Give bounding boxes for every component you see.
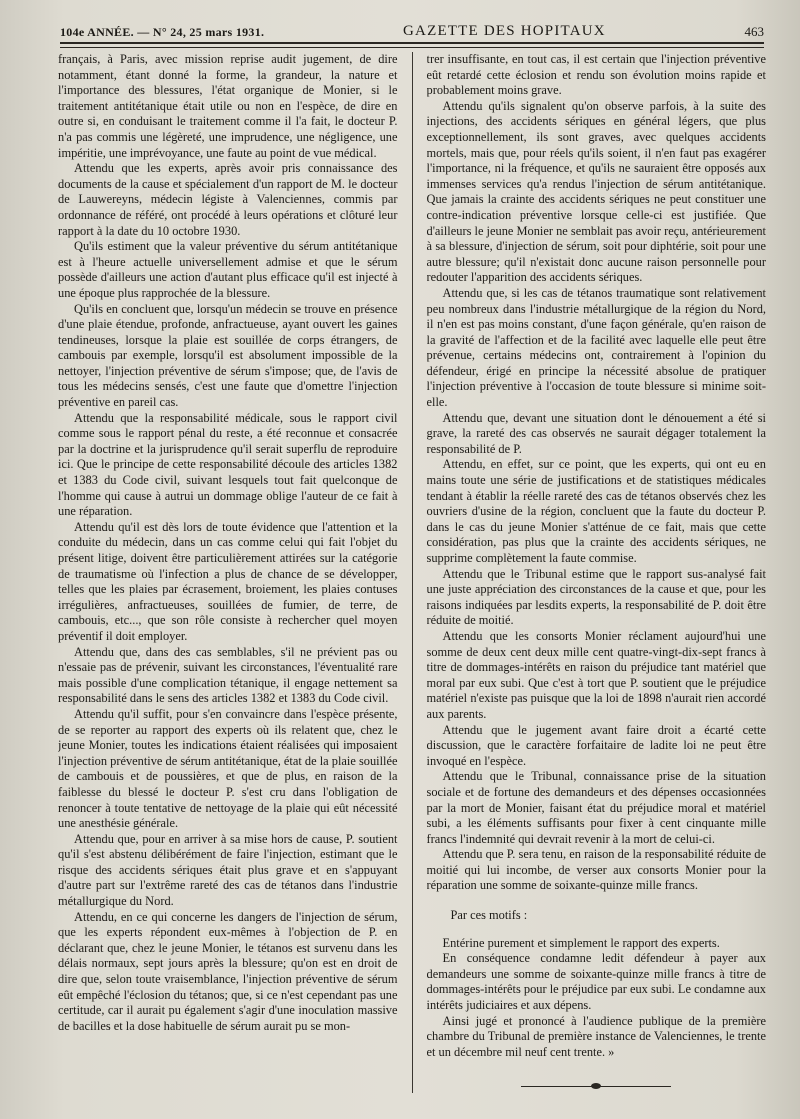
publication-title: GAZETTE DES HOPITAUX bbox=[403, 23, 606, 39]
text-columns bbox=[58, 52, 766, 1093]
paragraph: Attendu que la responsabilité médicale, sous le rapport civil comme sous le rapport pénal du reste, a été reconnue et consacrée par la doctrine et la jurisprudence qu'il serait superflu de reproduire ici. Que le principe de cette responsabilité découle des articles 1382 et 1383 du Code civil, suivant lesquels tout fait quelconque de l'homme qui cause à autrui un dommage oblige l'auteur de ce fait à une réparation. bbox=[58, 410, 398, 519]
header-rule bbox=[60, 42, 764, 48]
paragraph: Attendu que, pour en arriver à sa mise hors de cause, P. soutient qu'il s'est abstenu délibérément de faire l'injection, estimant que le risque des accidents sériques était plus grave et en s'appuyant d'autre part sur l'extrême rareté des cas de tétanos dans l'industrie métallurgique du Nord. bbox=[58, 831, 398, 909]
paragraph: Attendu que les experts, après avoir pris connaissance des documents de la cause et spécialement d'un rapport de M. le docteur de Lauwereyns, médecin légiste à Valenciennes, commis par ordonnance de référé, ont procédé à leurs opérations et clôturé leur rapport à la date du 10 octobre 1930. bbox=[58, 161, 398, 238]
paragraph: Attendu, en effet, sur ce point, que les experts, qui ont eu en mains toute une série de justifications et de statistiques médicales tendant à établir la réelle rareté des cas de tétanos observés chez les ouvriers d'usine de la région, concluent que la faute du docteur P. dans le cas du jeune Monier s'atténue de ce fait, mais que cette considération, pas plus que la crainte des accidents sériques, ne supprime complètement la faute commise. bbox=[426, 457, 766, 565]
right-column-body bbox=[427, 52, 767, 894]
paragraph: Attendu que le jugement avant faire droit a écarté cette discussion, que le caractère forfaitaire de ladite loi ne peut être invoqué en l'espèce. bbox=[426, 722, 766, 768]
paragraph: français, à Paris, avec mission reprise audit jugement, de dire notamment, étant donné la forme, la grandeur, la nature et l'importance des blessures, l'état organique de Monier, si le traitement antitétanique était utile ou non en l'espèce, de dire en outre si, en conduisant le traitement comme il l'a fait, le docteur P. n'a pas commis une légèreté, une imprudence, une négligence, une impéritie, une imprévoyance, une faute au point de vue médical. bbox=[58, 52, 398, 160]
paragraph: Qu'ils en concluent que, lorsqu'un médecin se trouve en présence d'une plaie étendue, profonde, anfractueuse, ayant ouvert les gaines tendineuses, lorsque la plaie est souillée de corps étrangers, de cambouis par exemple, lorsqu'il est absolument impossible de la nettoyer, l'injection préventive de sérum s'impose; que, de l'avis de tous les médecins sensés, c'est une faute que d'omettre l'injection préventive en pareil cas. bbox=[58, 301, 398, 410]
right-column bbox=[427, 52, 767, 1093]
paragraph: Ainsi jugé et prononcé à l'audience publique de la première chambre du Tribunal de première instance de Valenciennes, le trente et un décembre mil neuf cent trente. » bbox=[426, 1013, 766, 1059]
issue-info: 104e ANNÉE. — N° 24, 25 mars 1931. bbox=[60, 25, 265, 39]
paragraph: Attendu qu'il est dès lors de toute évidence que l'attention et la conduite du médecin, dans un cas comme celui qui fait l'objet du présent litige, doivent être particulièrement attirées sur la catégorie de traumatisme où l'infection a plus de chance de se développer, telles que les plaies par écrasement, broiement, les plaies contuses irrégulières, anfractueuses, souillées de fumier, de terre, de cambouis, etc..., que son rôle consiste à rechercher quel moyen préventif il doit employer. bbox=[58, 519, 398, 643]
column-divider bbox=[412, 52, 413, 1093]
paragraph: Attendu que le Tribunal estime que le rapport sus-analysé fait une juste appréciation des circonstances de la cause et que, pour les raisons indiquées par lesdits experts, la responsabilité de P. doit être réduite de moitié. bbox=[426, 566, 766, 628]
paragraph: Qu'ils estiment que la valeur préventive du sérum antitétanique est à l'heure actuelle universellement admise et que le sérum possède d'ailleurs une action d'autant plus efficace qu'il est injecté à une époque plus rapprochée de la blessure. bbox=[58, 239, 398, 300]
judgment-conclusion bbox=[427, 936, 767, 1061]
paragraph: Entérine purement et simplement le rapport des experts. bbox=[442, 935, 720, 950]
paragraph: Attendu, en ce qui concerne les dangers de l'injection de sérum, que les experts répondent eux-mêmes à l'objection de P. en déclarant que, chez le jeune Monier, le tétanos est survenu dans les délais normaux, sept jours après la blessure; qu'on est en droit de dire que, selon toute vraisemblance, l'injection préventive de sérum eût empêché l'éclosion du tétanos; que, si ce n'est cependant pas une certitude, car il aurait pu également s'agir d'une inoculation massive de bacilles et la dose habituelle de sérum aurait pu se mon- bbox=[58, 909, 398, 1033]
paragraph: Attendu que les consorts Monier réclament aujourd'hui une somme de deux cent deux mille cent quatre-vingt-dix-sept francs à titre de dommages-intérêts en raison du préjudice tant matériel que moral par eux subi. Que c'est à tort que P. soutient que le préjudice matériel n'existe pas puisque que la loi de 1898 n'aurait rien accordé aux parents. bbox=[426, 628, 766, 721]
paragraph: Attendu que P. sera tenu, en raison de la responsabilité réduite de moitié qui lui incombe, de verser aux consorts Monier pour la réparation une somme de soixante-quinze mille francs. bbox=[426, 847, 766, 893]
paragraph: Attendu que, dans des cas semblables, s'il ne prévient pas ou n'essaie pas de prévenir, suivant les circonstances, l'éventualité rare mais possible d'une complication tétanique, il engage nettement sa responsabilité dans le sens des articles 1382 et 1383 du Code civil. bbox=[58, 644, 398, 706]
paragraph: Attendu qu'ils signalent qu'on observe parfois, à la suite des injections, des accidents sériques en général légers, que plus exceptionnellement, ils sont graves, avec quelques accidents mortels, mais que, pour réels qu'ils soient, il n'en faut pas exagérer l'importance, ni la fréquence, et qu'ils ne sauraient être opposés aux immenses services qu'a rendus l'injection de sérum antitétanique. Que jamais la crainte des accidents sériques ne peut constituer une contre-indication préventive lorsque celle-ci est justifiée. Que d'ailleurs le jeune Monier ne semblait pas avoir reçu, antérieurement à sa blessure, d'injection de sérum, soit pour diphtérie, soit pour une autre blessure; qu'il n'existait donc aucune raison personnelle pour redouter l'apparition des accidents sériques. bbox=[426, 98, 766, 285]
paragraph: Attendu que le Tribunal, connaissance prise de la situation sociale et de fortune des demandeurs et des dépenses occasionnées par la mort de Monier, faisant état du préjudice moral et matériel subi, a les éléments suffisants pour fixer à cent cinquante mille francs l'indemnité qui devrait revenir à la mort de celui-ci. bbox=[426, 769, 766, 846]
end-ornament bbox=[521, 1082, 671, 1090]
left-column bbox=[58, 52, 398, 1093]
page-header bbox=[60, 14, 764, 40]
paragraph: En conséquence condamne ledit défendeur à payer aux demandeurs une somme de soixante-quinze mille francs à titre de dommages-intérêts pour le préjudice par eux subi. Le condamne aux intérêts judiciaires et aux dépens. bbox=[426, 951, 766, 1013]
motifs-heading: Par ces motifs : bbox=[450, 908, 528, 923]
paragraph: trer insuffisante, en tout cas, il est certain que l'injection préventive eût retardé cette éclosion et rendu son évolution moins rapide et probablement moins grave. bbox=[426, 52, 766, 98]
page-number: 463 bbox=[744, 24, 764, 39]
paragraph: Attendu qu'il suffit, pour s'en convaincre dans l'espèce présente, de se reporter au rapport des experts où ils relatent que, chez le jeune Monier, toutes les indications étaient réalisées qui imposaient l'injection préventive de sérum antitétanique, état de la plaie souillée de cambouis et de poussières, et que de plus, en raison de la faiblesse du blessé le docteur P. s'est cru dans l'obligation de renoncer à toute tentative de nettoyage de la plaie qui eût nécessité une anesthésie générale. bbox=[58, 706, 398, 831]
paragraph: Attendu que, si les cas de tétanos traumatique sont relativement peu nombreux dans l'industrie métallurgique de la région du Nord, il n'en est pas moins constant, d'une façon générale, qu'en raison de la gravité de l'affection et de la facilité avec laquelle elle peut être prévenue, certains médecins ont, contrairement à l'opinion du défendeur, érigé en principe la nécessité absolue de pratiquer l'injection préventive à l'occasion de toute blessure si minime soit-elle. bbox=[426, 285, 766, 410]
paragraph: Attendu que, devant une situation dont le dénouement a été si grave, la rareté des cas observés ne saurait dégager totalement la responsabilité de P. bbox=[426, 410, 766, 456]
